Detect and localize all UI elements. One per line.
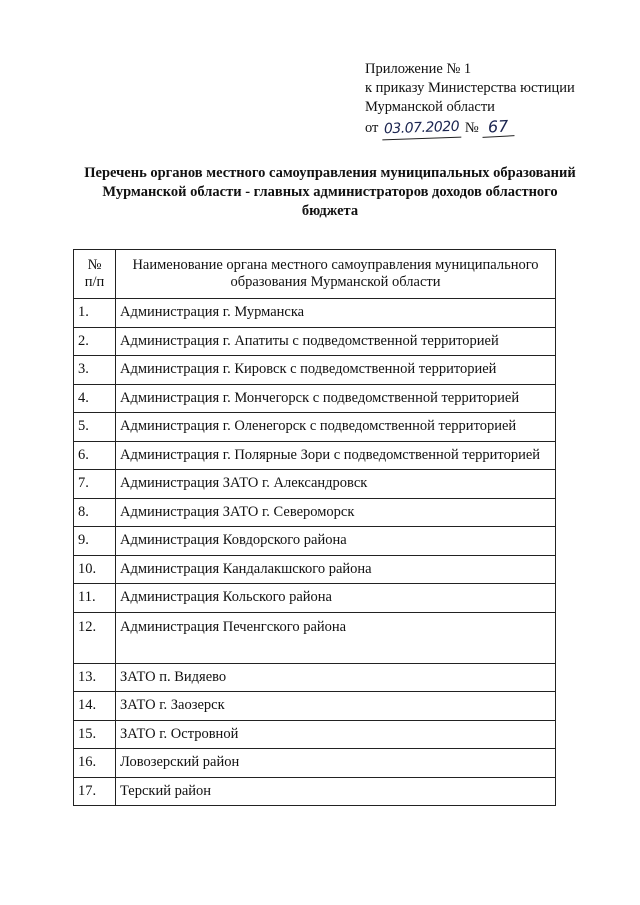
row-number: 5. <box>74 413 116 442</box>
title-line-3: бюджета <box>301 203 359 219</box>
row-number: 7. <box>74 470 116 499</box>
row-name: Администрация Ковдорского района <box>116 527 556 556</box>
table-header-row <box>74 250 556 299</box>
appendix-header <box>365 60 575 139</box>
appendix-label: Приложение № 1 <box>365 61 472 77</box>
row-name: ЗАТО г. Островной <box>116 720 556 749</box>
row-name: Администрация г. Мурманска <box>116 299 556 328</box>
row-number: 2. <box>74 327 116 356</box>
row-name: Администрация Кольского района <box>116 584 556 613</box>
handwritten-number: 67 <box>482 116 515 138</box>
header-number-line-2: п/п <box>84 274 105 290</box>
row-number: 13. <box>74 663 116 692</box>
table-row <box>74 384 556 413</box>
row-name: Администрация Печенгского района <box>116 612 556 663</box>
row-name: ЗАТО п. Видяево <box>116 663 556 692</box>
header-name-line-2: образования Мурманской области <box>230 274 441 290</box>
row-name: Администрация г. Полярные Зори с подведомственной территорией <box>116 441 556 470</box>
header-number <box>74 250 116 299</box>
order-date-number-line <box>365 117 575 139</box>
row-number: 1. <box>74 299 116 328</box>
table-row <box>74 470 556 499</box>
table-row <box>74 777 556 806</box>
table-row <box>74 692 556 721</box>
row-name: Ловозерский район <box>116 749 556 778</box>
header-name-line-1: Наименование органа местного самоуправления муниципального <box>132 257 539 273</box>
title-line-1: Перечень органов местного самоуправления муниципальных образований <box>84 165 576 181</box>
region-name: Мурманской области <box>365 99 495 115</box>
table-row <box>74 749 556 778</box>
number-label: № <box>464 120 479 136</box>
header-number-line-1: № <box>87 257 102 273</box>
row-name: Терский район <box>116 777 556 806</box>
row-number: 10. <box>74 555 116 584</box>
table-row <box>74 527 556 556</box>
row-name: Администрация г. Мончегорск с подведомственной территорией <box>116 384 556 413</box>
row-number: 4. <box>74 384 116 413</box>
header-name <box>116 250 556 299</box>
handwritten-date: 03.07.2020 <box>382 118 462 141</box>
row-name: Администрация ЗАТО г. Североморск <box>116 498 556 527</box>
row-name: ЗАТО г. Заозерск <box>116 692 556 721</box>
table-row <box>74 441 556 470</box>
row-name: Администрация г. Кировск с подведомственной территорией <box>116 356 556 385</box>
table-row <box>74 612 556 663</box>
table-row <box>74 356 556 385</box>
row-number: 12. <box>74 612 116 663</box>
row-number: 9. <box>74 527 116 556</box>
title-line-2: Мурманской области - главных администраторов доходов областного <box>102 184 558 200</box>
row-number: 15. <box>74 720 116 749</box>
table-row <box>74 584 556 613</box>
table-row <box>74 327 556 356</box>
row-name: Администрация Кандалакшского района <box>116 555 556 584</box>
row-number: 8. <box>74 498 116 527</box>
document-title <box>70 164 590 221</box>
row-name: Администрация г. Оленегорск с подведомственной территорией <box>116 413 556 442</box>
row-name: Администрация г. Апатиты с подведомственной территорией <box>116 327 556 356</box>
table-row <box>74 498 556 527</box>
row-number: 11. <box>74 584 116 613</box>
row-name: Администрация ЗАТО г. Александровск <box>116 470 556 499</box>
bodies-table <box>73 249 556 806</box>
order-reference: к приказу Министерства юстиции <box>365 80 575 96</box>
table-row <box>74 555 556 584</box>
row-number: 6. <box>74 441 116 470</box>
row-number: 14. <box>74 692 116 721</box>
from-label: от <box>365 120 379 136</box>
table-row <box>74 299 556 328</box>
table-row <box>74 663 556 692</box>
table-row <box>74 720 556 749</box>
row-number: 17. <box>74 777 116 806</box>
row-number: 16. <box>74 749 116 778</box>
table-row <box>74 413 556 442</box>
row-number: 3. <box>74 356 116 385</box>
